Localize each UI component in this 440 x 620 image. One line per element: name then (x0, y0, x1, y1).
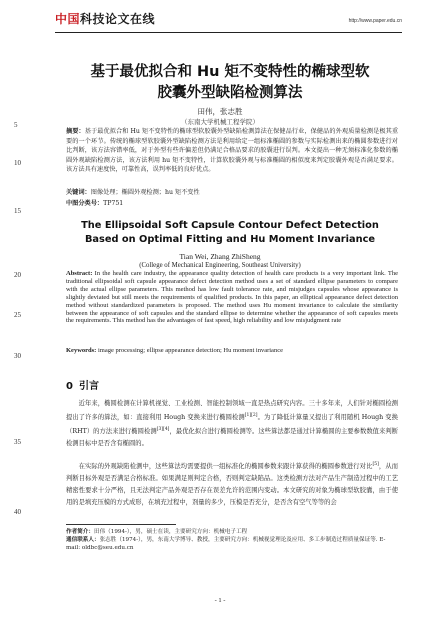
title-zh-line-2: 胶囊外型缺陷检测算法 (157, 85, 303, 101)
footnote-label: 作者简介： (66, 529, 94, 535)
logo-dark-text: 科技论文在线 (80, 12, 156, 26)
paragraph-text: ，最优化拟合进行椭圆检测等。这些算法都是通过计算椭圆的主要参数数值来判断检测目标中是否含有椭圆的。 (66, 428, 399, 448)
line-number: 10 (14, 159, 21, 167)
citation-ref[interactable]: [3][4] (156, 427, 170, 433)
footnote-divider (66, 524, 176, 525)
intro-paragraph-2 (66, 459, 398, 509)
footnote-label: 通信联系人： (66, 537, 100, 544)
classification-label: 中图分类号： (66, 200, 104, 207)
paragraph-text: 近年来，椭圆检测在计算机视觉、工业检测、智能控制领域一直是热点研究内容。三十多年来，人们针对椭圆检测提出了许多的算法，如：直接利用 Hough 变换来进行椭圆检测 (66, 400, 398, 422)
section-title: 引言 (78, 381, 99, 392)
site-url[interactable]: http://www.paper.edu.cn (348, 18, 402, 24)
abstract-english (66, 270, 398, 325)
footnote-correspondence (66, 536, 398, 552)
paragraph-text: 。为了降低计算量又提出了利用随机 Hough 变换（RHT）的方法来进行椭圆检测 (66, 414, 398, 436)
site-logo[interactable] (55, 10, 155, 27)
keywords-zh-text: 图像处理；椭圆外观检测；hu 矩不变性 (90, 189, 200, 196)
abstract-chinese (66, 127, 398, 175)
paragraph-text: ，从而判断目标外观是否满足合格标准。如果满足则判定合格，否则判定缺陷品。这类检测方法对产品生产制造过程中的工艺精密性要求十分严格，且无法判定产品外观是否存在误差允许的范围内变动。本文研究的对象为椭球型软胶囊，由于使用的是填充压模的方式成形，在填充过程中，剂量的多少，压模是否充分，是否含有空气等等的会 (66, 463, 399, 507)
affiliation-chinese: （东南大学机械工程学院） (181, 118, 259, 126)
logo-red-text: 中国 (55, 12, 81, 26)
authors-english: Tian Wei, Zhang ZhiSheng (179, 252, 261, 261)
title-en-line-1: The Ellipsoidal Soft Capsule Contour Defect Detection (81, 220, 379, 231)
header-divider (55, 32, 402, 33)
classification-chinese (66, 198, 398, 207)
intro-paragraph-1 (66, 398, 398, 450)
line-number: 40 (14, 508, 21, 516)
abstract-zh-text: 基于最优拟合和 Hu 矩不变特性的椭球型软胶囊外型缺陷检测算法在保健品行业，保健品的外观质量检测是极其重要的一个环节。传统的椭球型软胶囊外型缺陷检测方法是利用给定一组标准椭圆的参数与实际检测出来的椭圆参数进行对比判断，该方法容错率低，对于外型有些许偏差但仍满足合格品要求的胶囊进行误判。本文提出一种无须标准化参数的椭圆外观缺陷检测方法，该方法利用 hu 矩不变特性，计算软胶囊外观与标准椭圆的相似度来判定胶囊外观是否满足要求。该方法具有速度快，可靠性高，误判率低的良好优点。 (66, 128, 399, 173)
keywords-english (66, 347, 398, 355)
page-number: - 1 - (214, 597, 226, 604)
site-header (55, 8, 402, 38)
classification-code: TP751 (103, 200, 124, 207)
paper-title-english (60, 219, 400, 246)
footnotes (66, 528, 398, 553)
authors-chinese: 田伟，张志胜 (197, 107, 243, 116)
paper-title-chinese (60, 62, 400, 104)
line-number: 15 (14, 207, 21, 215)
abstract-zh-label: 摘要： (66, 128, 85, 135)
section-number: 0 (66, 381, 73, 392)
footnote-text: 张志胜（1974-），男，东南大学博导、教授，主要研究方向：机械视觉理论及应用、多工步制造过程质量保证等. E-mail: oldbc@seu.edu.cn (66, 537, 386, 552)
abstract-en-text: In the health care industry, the appearance quality detection of health care products is a very important link. The traditional ellipsoidal soft capsule appearance defect detection method uses a set of standard ellipse parameters to compare with the actual ellipse parameters. This method has low fault tolerance rate, and misjudges capsules whose appearance is slightly deviated but still meets the requirements of qualified products. In this paper, an elliptical appearance defect detection method without standardized parameters is proposed. The method uses Hu moment invariance to calculate the similarity between the appearance of soft capsules and the standard ellipse to determine whether the appearance of soft capsules meets the requirements. This method has the advantages of fast speed, high reliability and low misjudgment rate (66, 270, 398, 325)
title-zh-line-1: 基于最优拟合和 Hu 矩不变特性的椭球型软 (90, 64, 370, 80)
footnote-author-bio (66, 528, 398, 536)
keywords-zh-label: 关键词： (66, 189, 91, 196)
footnote-text: 田伟（1994-），男，硕士在读，主要研究方向：机械电子工程 (93, 529, 248, 535)
keywords-en-text: image processing; ellipse appearance detection; Hu moment invariance (97, 347, 283, 354)
section-heading-introduction (66, 377, 99, 392)
line-number: 30 (14, 352, 21, 360)
affiliation-english: (College of Mechanical Engineering, Southeast University) (139, 262, 301, 269)
line-number: 20 (14, 271, 21, 279)
citation-ref[interactable]: [1][2] (244, 413, 258, 418)
paragraph-text: 在实际的外观缺陷检测中，这些算法均需要提供一组标准化的椭圆参数来跟计算获得的椭圆参数进行对比 (78, 463, 373, 471)
keywords-en-label: Keywords: (66, 347, 97, 354)
keywords-chinese (66, 188, 398, 197)
title-en-line-2: Based on Optimal Fitting and Hu Moment Invariance (84, 233, 376, 245)
abstract-en-label: Abstract: (66, 270, 93, 277)
line-number: 35 (14, 438, 21, 446)
line-number-gutter (0, 0, 40, 620)
line-number: 25 (14, 311, 21, 319)
citation-ref[interactable]: [5] (372, 462, 379, 467)
line-number: 5 (14, 121, 18, 129)
